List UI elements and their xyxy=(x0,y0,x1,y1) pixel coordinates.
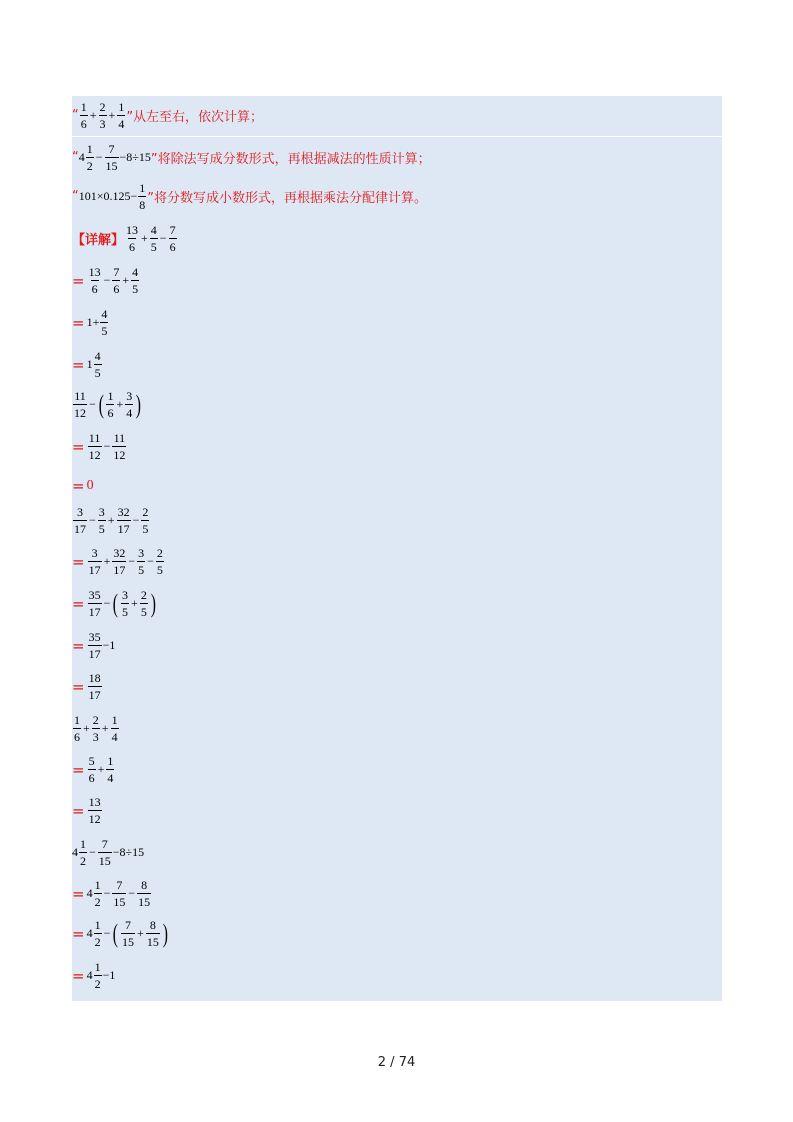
operator: − xyxy=(95,150,103,164)
fraction xyxy=(117,101,125,130)
denominator: 6 xyxy=(80,117,87,131)
step-d1 xyxy=(72,755,115,784)
step-c4 xyxy=(72,672,103,701)
numerator: 4 xyxy=(101,307,108,321)
hint-line-3 xyxy=(72,182,427,211)
denominator: 3 xyxy=(99,117,106,131)
page-number xyxy=(0,1055,793,1070)
math-term: −1 xyxy=(102,968,116,982)
numerator: 3 xyxy=(126,389,133,403)
hint-line-2 xyxy=(72,143,431,172)
fraction xyxy=(88,432,102,461)
operator: + xyxy=(108,108,116,122)
fraction xyxy=(125,224,139,253)
numerator: 1 xyxy=(111,713,118,727)
denominator: 17 xyxy=(88,563,101,577)
operator: − xyxy=(103,926,111,940)
fraction xyxy=(169,224,177,253)
fraction xyxy=(79,838,87,867)
math-term: 1+ xyxy=(86,315,100,329)
denominator: 12 xyxy=(88,812,101,826)
denominator: 5 xyxy=(122,605,129,619)
step-d0 xyxy=(72,714,120,743)
operator: + xyxy=(103,554,111,568)
operator: − xyxy=(147,554,154,568)
fraction xyxy=(138,182,146,211)
numerator: 7 xyxy=(125,918,132,932)
equals-sign: = xyxy=(72,271,85,290)
numerator: 3 xyxy=(122,588,129,602)
operator: − xyxy=(132,513,140,527)
fraction xyxy=(80,101,88,130)
denominator: 2 xyxy=(94,935,101,949)
operator: + xyxy=(116,397,124,411)
numerator: 1 xyxy=(107,389,114,403)
operator: − xyxy=(89,397,96,411)
fraction xyxy=(150,224,158,253)
fraction xyxy=(137,547,145,576)
step-e3 xyxy=(72,961,115,990)
operator: − xyxy=(103,273,111,287)
fraction xyxy=(121,589,129,618)
numerator: 32 xyxy=(113,546,126,560)
operator: − xyxy=(89,513,96,527)
numerator: 7 xyxy=(113,265,120,279)
denominator: 6 xyxy=(129,240,136,254)
denominator: 2 xyxy=(80,854,86,868)
fraction xyxy=(88,266,102,295)
fraction xyxy=(156,547,164,576)
denominator: 15 xyxy=(146,935,159,949)
fraction xyxy=(98,506,106,535)
numerator: 2 xyxy=(99,100,106,114)
denominator: 6 xyxy=(113,282,120,296)
equals-sign: = xyxy=(72,636,85,655)
denominator: 17 xyxy=(88,647,101,661)
numerator: 7 xyxy=(169,223,176,237)
math-term: 4 xyxy=(78,150,85,164)
hint-line-1 xyxy=(72,101,263,130)
step-a3 xyxy=(72,350,103,379)
denominator: 5 xyxy=(150,240,157,254)
numerator: 1 xyxy=(107,754,114,768)
numerator: 7 xyxy=(108,142,115,156)
fraction xyxy=(88,589,102,618)
quote-mark: “ xyxy=(72,108,79,123)
numerator: 4 xyxy=(150,223,157,237)
operator: + xyxy=(89,108,97,122)
operator: − xyxy=(89,845,96,859)
denominator: 17 xyxy=(117,522,130,536)
equals-sign: = xyxy=(72,924,85,943)
operator: + xyxy=(97,762,105,776)
numerator: 1 xyxy=(94,960,101,974)
detail-label: 【详解】 xyxy=(72,233,125,248)
operator: − xyxy=(128,554,136,568)
step-a0 xyxy=(72,224,178,253)
denominator: 5 xyxy=(142,522,149,536)
denominator: 12 xyxy=(113,448,126,462)
denominator: 5 xyxy=(140,605,147,619)
equals-sign: = xyxy=(72,677,85,696)
denominator: 15 xyxy=(105,159,118,173)
fraction xyxy=(111,714,119,743)
fraction xyxy=(140,589,148,618)
operator: + xyxy=(83,721,90,735)
step-a2 xyxy=(72,308,109,337)
math-term: 101×0.125− xyxy=(78,189,138,203)
hint-text-1: ”从左至右，依次计算； xyxy=(126,110,264,125)
denominator: 6 xyxy=(91,282,98,296)
operator: + xyxy=(131,596,138,610)
fraction xyxy=(73,714,81,743)
denominator: 2 xyxy=(94,895,101,909)
parenthesis: ( xyxy=(113,588,119,618)
fraction xyxy=(88,755,96,784)
denominator: 3 xyxy=(92,730,99,744)
numerator: 2 xyxy=(142,505,149,519)
fraction xyxy=(94,879,102,908)
denominator: 4 xyxy=(126,406,133,420)
numerator: 35 xyxy=(88,630,101,644)
step-e0 xyxy=(72,838,144,867)
denominator: 6 xyxy=(107,406,114,420)
fraction xyxy=(125,390,133,419)
parenthesis: ) xyxy=(162,918,168,948)
solution-panel xyxy=(72,96,722,1001)
operator: + xyxy=(107,513,115,527)
equals-sign: = xyxy=(72,477,85,495)
fraction xyxy=(100,308,108,337)
numerator: 7 xyxy=(116,878,123,892)
denominator: 5 xyxy=(132,282,139,296)
denominator: 6 xyxy=(88,771,95,785)
quote-mark: “ xyxy=(72,150,79,165)
fraction xyxy=(86,143,94,172)
numerator: 1 xyxy=(118,100,125,114)
denominator: 2 xyxy=(94,977,101,991)
numerator: 2 xyxy=(92,713,99,727)
math-term: 0 xyxy=(86,478,94,493)
numerator: 4 xyxy=(132,265,139,279)
hint-text-2: ”将除法写成分数形式，再根据减法的性质计算； xyxy=(150,152,431,167)
step-c1 xyxy=(72,547,165,576)
numerator: 1 xyxy=(74,713,80,727)
equals-sign: = xyxy=(72,801,85,820)
step-e1 xyxy=(72,879,152,908)
math-term: / xyxy=(386,1055,399,1070)
numerator: 1 xyxy=(94,918,101,932)
numerator: 18 xyxy=(88,671,101,685)
numerator: 1 xyxy=(94,878,101,892)
fraction xyxy=(88,672,102,701)
equals-sign: = xyxy=(72,594,85,613)
denominator: 17 xyxy=(88,688,101,702)
step-b2 xyxy=(72,477,94,495)
fraction xyxy=(112,879,126,908)
numerator: 3 xyxy=(77,505,83,519)
fraction xyxy=(121,919,135,948)
parenthesis: ( xyxy=(113,918,119,948)
denominator: 5 xyxy=(101,324,108,338)
fraction xyxy=(117,506,131,535)
fraction xyxy=(73,506,87,535)
hint-text-3: ”将分数写成小数形式，再根据乘法分配律计算。 xyxy=(147,191,428,206)
quote-mark: “ xyxy=(72,189,79,204)
operator: − xyxy=(103,439,111,453)
numerator: 4 xyxy=(94,349,101,363)
numerator: 8 xyxy=(149,918,156,932)
fraction xyxy=(141,506,149,535)
numerator: 13 xyxy=(88,795,101,809)
denominator: 5 xyxy=(138,563,145,577)
numerator: 1 xyxy=(80,100,87,114)
operator: + xyxy=(101,721,109,735)
denominator: 2 xyxy=(86,159,93,173)
operator: + xyxy=(122,273,130,287)
equals-sign: = xyxy=(72,966,85,985)
step-c0 xyxy=(72,506,150,535)
numerator: 2 xyxy=(156,546,163,560)
fraction xyxy=(105,143,119,172)
operator: − xyxy=(159,231,167,245)
math-term: −1 xyxy=(102,638,116,652)
fraction xyxy=(94,350,102,379)
operator: − xyxy=(128,886,136,900)
fraction xyxy=(99,101,107,130)
denominator: 5 xyxy=(94,366,101,380)
operator: + xyxy=(137,926,144,940)
math-term: 4 xyxy=(86,926,93,940)
numerator: 5 xyxy=(88,754,95,768)
fraction xyxy=(88,631,102,660)
numerator: 11 xyxy=(88,431,101,445)
numerator: 8 xyxy=(141,878,148,892)
fraction xyxy=(92,714,100,743)
denominator: 15 xyxy=(113,895,126,909)
math-term: 4 xyxy=(72,845,78,859)
operator: − xyxy=(103,886,111,900)
fraction xyxy=(112,547,126,576)
denominator: 6 xyxy=(74,730,80,744)
fraction xyxy=(94,961,102,990)
fraction xyxy=(88,796,102,825)
fraction xyxy=(112,432,126,461)
parenthesis: ) xyxy=(150,588,156,618)
numerator: 32 xyxy=(117,505,130,519)
math-term: 1 xyxy=(86,357,93,371)
denominator: 15 xyxy=(98,854,111,868)
math-term: 2 xyxy=(377,1055,387,1070)
denominator: 17 xyxy=(113,563,126,577)
step-e2 xyxy=(72,919,169,948)
numerator: 13 xyxy=(126,223,139,237)
denominator: 4 xyxy=(111,730,118,744)
step-a1 xyxy=(72,266,140,295)
math-term: 74 xyxy=(398,1055,416,1070)
fraction xyxy=(98,838,112,867)
fraction xyxy=(88,547,102,576)
operator: − xyxy=(103,596,111,610)
denominator: 4 xyxy=(118,117,125,131)
numerator: 13 xyxy=(88,265,101,279)
step-c3 xyxy=(72,631,115,660)
numerator: 1 xyxy=(80,837,86,851)
denominator: 5 xyxy=(156,563,163,577)
fraction xyxy=(73,390,87,419)
numerator: 1 xyxy=(86,142,93,156)
equals-sign: = xyxy=(72,760,85,779)
equals-sign: = xyxy=(72,552,85,571)
denominator: 8 xyxy=(139,198,146,212)
parenthesis: ( xyxy=(98,389,104,419)
math-term: 4 xyxy=(86,886,93,900)
fraction xyxy=(146,919,160,948)
math-term: −8÷15 xyxy=(119,150,151,164)
denominator: 17 xyxy=(74,522,86,536)
operator: + xyxy=(141,231,148,245)
fraction xyxy=(94,919,102,948)
step-b1 xyxy=(72,432,127,461)
fraction xyxy=(106,390,114,419)
fraction xyxy=(106,755,114,784)
denominator: 15 xyxy=(138,895,151,909)
denominator: 12 xyxy=(88,448,101,462)
fraction xyxy=(131,266,139,295)
numerator: 3 xyxy=(138,546,145,560)
equals-sign: = xyxy=(72,884,85,903)
numerator: 3 xyxy=(98,505,105,519)
numerator: 3 xyxy=(91,546,98,560)
denominator: 15 xyxy=(122,935,135,949)
math-term: 4 xyxy=(86,968,93,982)
fraction xyxy=(137,879,151,908)
equals-sign: = xyxy=(72,313,85,332)
denominator: 17 xyxy=(88,605,101,619)
numerator: 2 xyxy=(140,588,147,602)
numerator: 35 xyxy=(88,588,101,602)
numerator: 11 xyxy=(74,389,86,403)
denominator: 12 xyxy=(74,406,86,420)
equals-sign: = xyxy=(72,437,85,456)
equals-sign: = xyxy=(72,355,85,374)
fraction xyxy=(112,266,120,295)
math-term: −8÷15 xyxy=(112,845,145,859)
parenthesis: ) xyxy=(135,389,142,419)
numerator: 7 xyxy=(101,837,108,851)
denominator: 4 xyxy=(107,771,114,785)
numerator: 11 xyxy=(113,431,126,445)
step-d2 xyxy=(72,796,103,825)
denominator: 5 xyxy=(98,522,105,536)
step-b0 xyxy=(72,390,143,419)
numerator: 1 xyxy=(139,181,146,195)
step-c2 xyxy=(72,589,157,618)
denominator: 6 xyxy=(169,240,176,254)
